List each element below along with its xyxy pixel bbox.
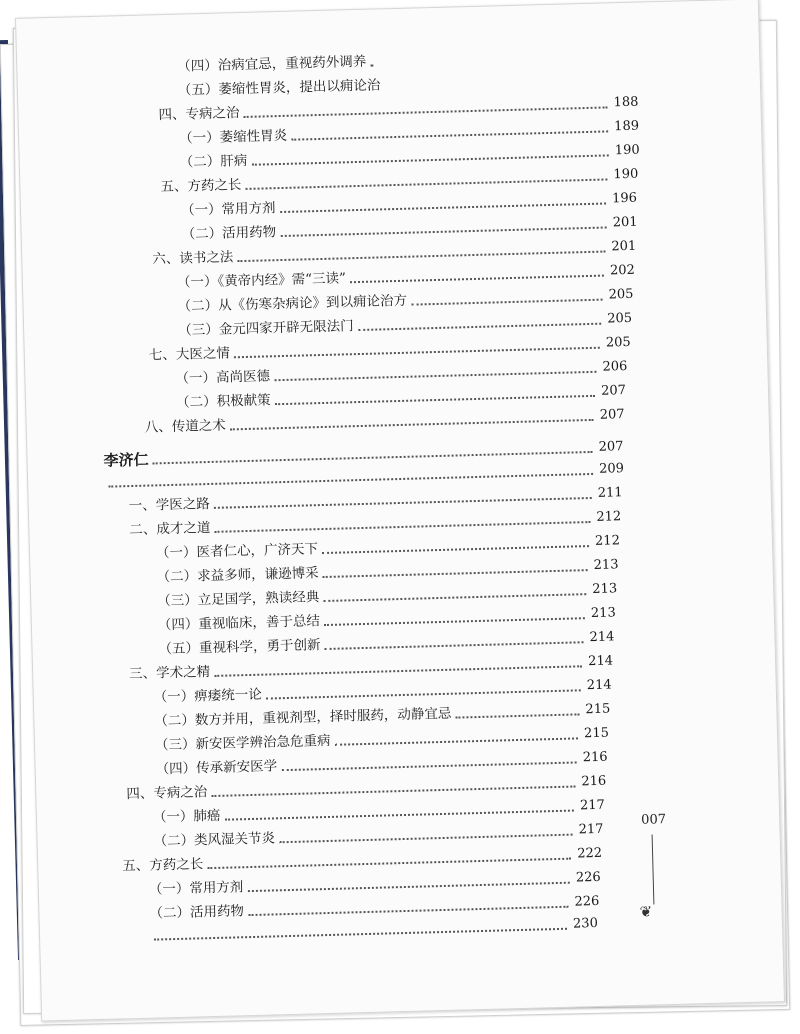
toc-entry-title: （三）立足国学，熟读经典 xyxy=(157,589,320,610)
dot-leader xyxy=(211,786,575,798)
dot-leader xyxy=(370,65,371,67)
dot-leader xyxy=(214,497,592,509)
toc-entry-title: 七、大医之情 xyxy=(148,345,231,364)
toc-entry xyxy=(177,75,381,100)
toc-entry-page: 213 xyxy=(590,605,616,622)
toc-entry-page: 213 xyxy=(593,557,619,573)
toc-entry-page: 207 xyxy=(600,383,627,399)
dot-leader xyxy=(325,641,584,650)
toc-entry-page: 202 xyxy=(609,262,636,279)
dot-leader xyxy=(323,593,586,602)
dot-leader xyxy=(251,154,609,165)
toc-entry-page: 214 xyxy=(586,677,612,694)
dot-leader xyxy=(244,106,608,118)
toc-entry-title: （二）积极献策 xyxy=(175,392,271,411)
toc-entry-title: （四）治病宜忌，重视药外调养 xyxy=(177,53,367,75)
toc-entry-page: 205 xyxy=(605,334,631,351)
dot-leader xyxy=(207,858,571,870)
toc-entry-page: 189 xyxy=(614,118,640,135)
toc-entry-page: 217 xyxy=(578,821,604,838)
toc-entry-title: 六、读书之法 xyxy=(152,249,234,268)
toc-entry-title: （一）高尚医德 xyxy=(175,368,271,387)
toc-entry-page: 201 xyxy=(611,238,637,255)
toc-entry-title: （五）重视科学，勇于创新 xyxy=(158,637,321,658)
toc-entry-page: 201 xyxy=(612,214,638,231)
toc-entry-title: （四）传承新安医学 xyxy=(155,758,278,778)
toc-entry-page: 207 xyxy=(598,439,624,455)
toc-entry-page: 196 xyxy=(611,190,638,207)
toc-entry-page: 216 xyxy=(581,773,607,790)
dot-leader xyxy=(266,689,581,699)
toc-entry-page: 212 xyxy=(594,533,621,549)
toc-entry-title: （二）求益多师，谦逊博采 xyxy=(156,565,319,586)
toc-entry-page: 217 xyxy=(579,797,605,814)
dot-leader xyxy=(247,882,570,892)
dot-leader xyxy=(350,275,604,284)
toc-entry-title: 四、专病之治 xyxy=(158,105,240,124)
toc-entry-title: （二）活用药物 xyxy=(181,224,277,243)
dot-leader xyxy=(214,521,590,533)
dot-leader xyxy=(281,761,577,771)
dot-leader xyxy=(455,713,579,718)
toc-entry-page: 214 xyxy=(589,629,615,646)
toc-entry-title: 三、学术之精 xyxy=(128,664,211,683)
toc-entry-page: 209 xyxy=(598,461,625,477)
toc-entry-title: （一）痹痿统一论 xyxy=(153,686,262,706)
toc-entry-page: 190 xyxy=(614,142,640,159)
toc-entry-title: （一）《黄帝内经》需“三读” xyxy=(176,270,347,291)
toc-entry-title: （一）常用方剂 xyxy=(148,879,244,898)
dot-leader xyxy=(324,617,585,626)
toc-entry-page: 206 xyxy=(602,359,628,375)
toc-page xyxy=(15,0,785,1022)
toc-entry-page: 215 xyxy=(583,725,610,742)
dot-leader xyxy=(214,665,582,677)
dot-leader xyxy=(234,347,600,359)
ornament-icon: ❦ xyxy=(639,902,653,921)
toc-entry-page: 205 xyxy=(607,310,633,327)
toc-entry-title: 四、专病之治 xyxy=(126,784,208,803)
toc-entry-title: （一）常用方剂 xyxy=(180,200,276,219)
toc-entry-title: 一、学医之路 xyxy=(128,495,210,515)
dot-leader xyxy=(291,130,608,140)
toc-entry-title: （一）萎缩性胃炎 xyxy=(178,127,288,147)
toc-entry-page: 190 xyxy=(613,166,639,183)
dot-leader xyxy=(154,928,567,941)
dot-leader xyxy=(411,299,603,306)
dot-leader xyxy=(246,178,608,189)
dot-leader xyxy=(225,810,575,821)
toc-entry-title: （二）从《伤寒杂病论》到以痈论治方 xyxy=(177,292,408,315)
toc-entry-title: 八、传道之术 xyxy=(144,417,226,436)
toc-entry-title: 李济仁 xyxy=(103,450,149,470)
toc-entry-page: 226 xyxy=(575,869,601,886)
toc-entry-title: （三）新安医学辨治急危重病 xyxy=(154,732,331,754)
dot-leader xyxy=(230,419,594,431)
toc-entry-page: 188 xyxy=(613,94,639,111)
dot-leader xyxy=(237,251,605,263)
dot-leader xyxy=(322,545,589,554)
toc-entry-title: （二）活用药物 xyxy=(149,903,245,922)
dot-leader xyxy=(280,202,607,213)
dot-leader xyxy=(280,226,607,237)
dot-leader xyxy=(279,834,573,844)
dot-leader xyxy=(358,323,602,331)
toc-entry-page: 212 xyxy=(596,509,622,525)
toc-entry-page: 205 xyxy=(608,286,634,303)
page-number: 007 xyxy=(641,812,667,828)
toc-entry-title: （二）数方并用，重视剂型，择时服药，动静宜忌 xyxy=(154,705,452,730)
toc-entry-page: 216 xyxy=(582,749,608,766)
toc-entry-title: （二）肝病 xyxy=(179,152,248,171)
dot-leader xyxy=(274,371,597,381)
dot-leader xyxy=(248,906,569,916)
toc-entry-title: （一）肺癌 xyxy=(152,807,221,826)
toc-entry-page: 213 xyxy=(592,581,618,597)
toc-entry-title: 二、成才之道 xyxy=(129,519,211,539)
toc-entry-title: （四）重视临床，善于总结 xyxy=(157,613,321,634)
toc-entry-title: （五）萎缩性胃炎，提出以痈论治 xyxy=(177,77,381,99)
toc-entry-page: 222 xyxy=(577,845,603,862)
dot-leader xyxy=(335,737,579,745)
toc-entry-title: （三）金元四家开辟无限法门 xyxy=(178,318,354,339)
toc-entry-page: 214 xyxy=(588,653,614,670)
toc-entry-page: 226 xyxy=(574,893,600,910)
toc-entry-title: 五、方药之长 xyxy=(122,856,204,875)
toc-entry-page: 230 xyxy=(572,915,599,932)
toc-entry-title: （二）类风湿关节炎 xyxy=(153,830,276,850)
toc-entry-page: 215 xyxy=(585,701,611,718)
dot-leader xyxy=(275,395,596,405)
folio-rule xyxy=(652,834,655,904)
toc-entry-title: 五、方药之长 xyxy=(160,177,242,196)
toc-entry-page: 211 xyxy=(597,485,623,501)
toc-entry xyxy=(177,51,377,76)
toc-entry-page: 207 xyxy=(599,407,625,423)
toc-entry-title: （一）医者仁心，广济天下 xyxy=(155,541,319,562)
dot-leader xyxy=(323,569,588,578)
